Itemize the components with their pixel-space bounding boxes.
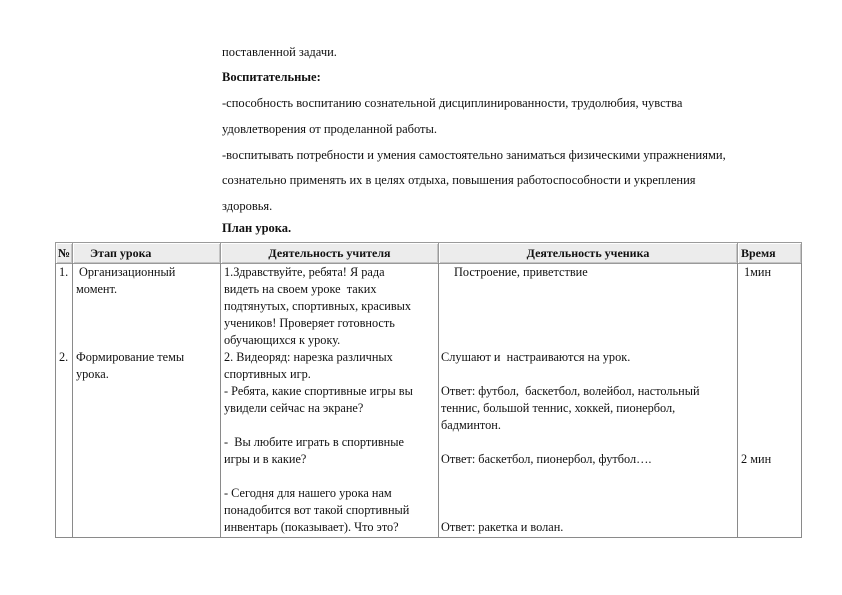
student-line: теннис, большой теннис, хоккей, пионербол,: [441, 401, 676, 415]
header-teacher: Деятельность учителя: [220, 242, 439, 264]
stage-name-line: Формирование темы: [76, 350, 185, 364]
stage-cell: [72, 263, 220, 538]
educational-heading: Воспитательные:: [222, 70, 321, 84]
teacher-line: - Ребята, какие спортивные игры вы: [224, 384, 413, 398]
number-cell: [55, 263, 72, 538]
teacher-line: - Сегодня для нашего урока нам: [224, 486, 392, 500]
educational-line: удовлетворения от проделанной работы.: [222, 122, 438, 136]
teacher-line: учеников! Проверяет готовность: [224, 316, 395, 330]
educational-line: -воспитывать потребности и умения самостоятельно заниматься физическими упражнениями,: [222, 148, 726, 162]
educational-line: -способность воспитанию сознательной дисциплинированности, трудолюбия, чувства: [222, 96, 683, 110]
teacher-line: обучающихся к уроку.: [224, 333, 341, 347]
educational-line: здоровья.: [222, 199, 273, 213]
stage-name-line: урока.: [76, 367, 109, 381]
stage-time: 1мин: [744, 265, 772, 279]
teacher-line: спортивных игр.: [224, 367, 311, 381]
student-line: Слушают и настраиваются на урок.: [441, 350, 631, 364]
time-cell: [737, 263, 802, 538]
intro-continuation-line: поставленной задачи.: [222, 45, 337, 59]
educational-line: сознательно применять их в целях отдыха, повышения работоспособности и укрепления: [222, 173, 696, 187]
teacher-line: 2. Видеоряд: нарезка различных: [224, 350, 393, 364]
stage-name-line: Организационный: [79, 265, 176, 279]
header-number: №: [55, 242, 73, 264]
student-line: Ответ: ракетка и волан.: [441, 520, 564, 534]
teacher-line: видеть на своем уроке таких: [224, 282, 377, 296]
teacher-line: игры и в какие?: [224, 452, 307, 466]
teacher-cell: [220, 263, 438, 538]
teacher-line: инвентарь (показывает). Что это?: [224, 520, 399, 534]
student-line: бадминтон.: [441, 418, 501, 432]
teacher-line: понадобится вот такой спортивный: [224, 503, 410, 517]
student-line: Ответ: баскетбол, пионербол, футбол….: [441, 452, 652, 466]
stage-number: 2.: [59, 350, 69, 364]
header-student: Деятельность ученика: [438, 242, 738, 264]
header-stage: Этап урока: [72, 242, 221, 264]
teacher-line: 1.Здравствуйте, ребята! Я рада: [224, 265, 385, 279]
teacher-line: - Вы любите играть в спортивные: [224, 435, 404, 449]
plan-heading: План урока.: [222, 221, 292, 235]
header-time: Время: [737, 242, 802, 264]
stage-time: 2 мин: [741, 452, 772, 466]
student-line: Ответ: футбол, баскетбол, волейбол, настольный: [441, 384, 700, 398]
student-line: Построение, приветствие: [454, 265, 588, 279]
teacher-line: увидели сейчас на экране?: [224, 401, 364, 415]
teacher-line: подтянутых, спортивных, красивых: [224, 299, 412, 313]
stage-name-line: момент.: [76, 282, 118, 296]
student-cell: [438, 263, 737, 538]
stage-number: 1.: [59, 265, 69, 279]
